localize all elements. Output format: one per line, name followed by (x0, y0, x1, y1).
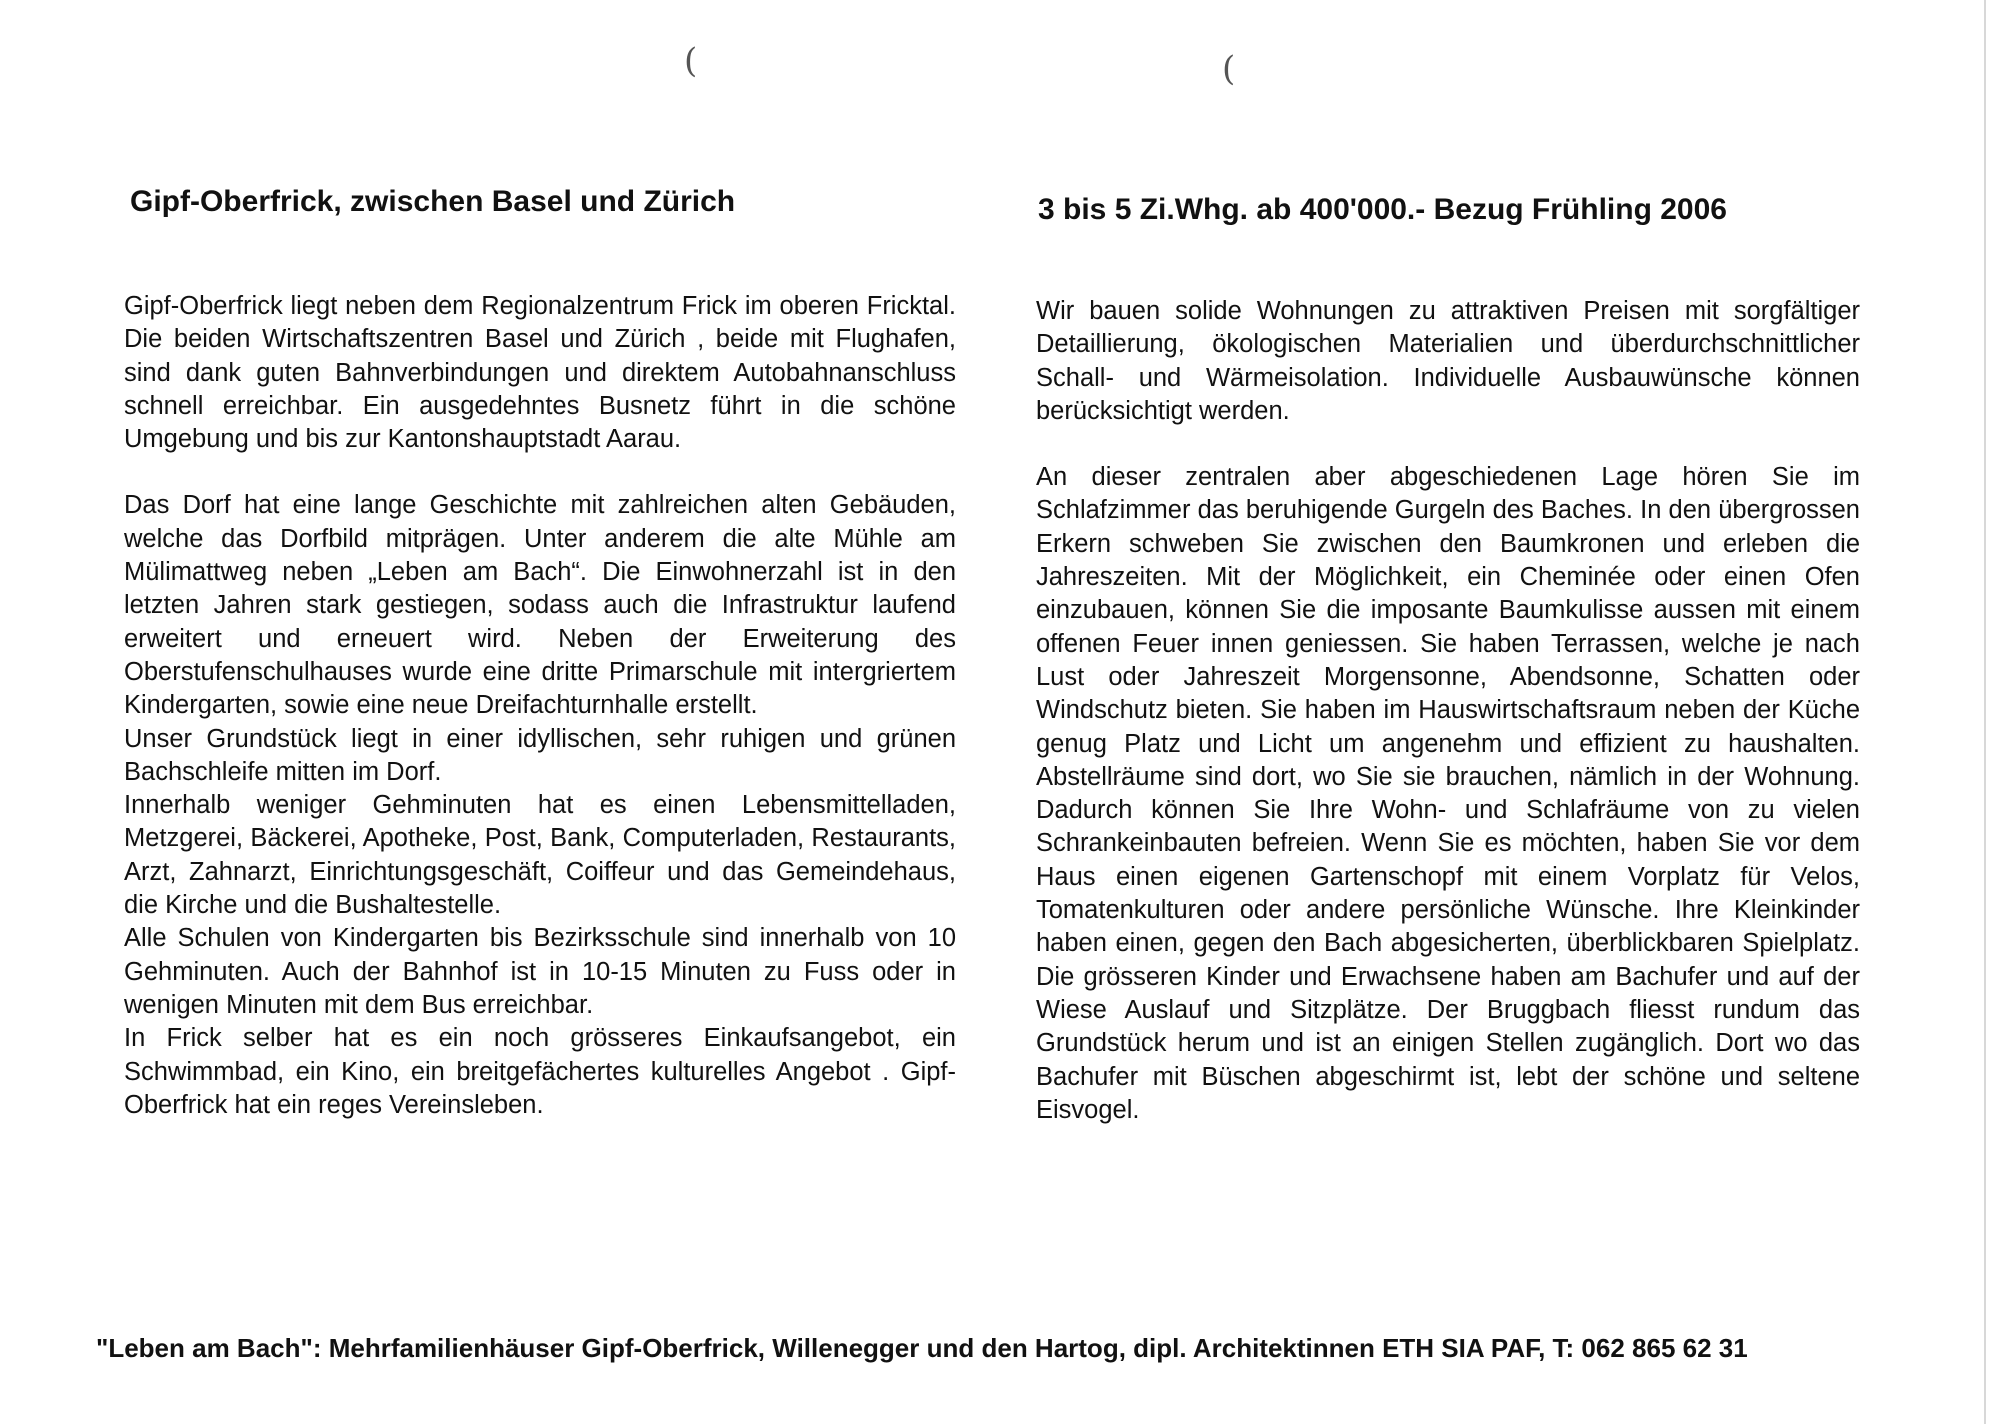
construction-paragraph: Wir bauen solide Wohnungen zu attraktiven Preisen mit sorgfältiger Detaillierung, ökologischen Materialien und überdurchschnittlicher Schall- und Wärmeisolation. Individuelle Ausbauwünsche können berücksichtigt werden. (1036, 297, 1860, 425)
schools-paragraph: Alle Schulen von Kindergarten bis Bezirksschule sind innerhalb von 10 Gehminuten. Auch der Bahnhof ist in 10-15 Minuten zu Fuss oder in wenigen Minuten mit dem Bus erreichbar. (124, 924, 956, 1019)
punch-hole-mark-left: ( (684, 41, 698, 81)
right-text-column (1036, 295, 1860, 1127)
property-location-paragraph: Unser Grundstück liegt in einer idyllischen, sehr ruhigen und grünen Bachschleife mitten im Dorf. (124, 724, 956, 786)
frick-offer-paragraph: In Frick selber hat es ein noch grösseres Einkaufsangebot, ein Schwimmbad, ein Kino, ein breitgefächertes kulturelles Angebot . Gipf-Oberfrick hat ein reges Vereinsleben. (124, 1024, 956, 1119)
left-text-column (124, 290, 956, 1122)
offer-heading: 3 bis 5 Zi.Whg. ab 400'000.- Bezug Frühling 2006 (1038, 193, 1727, 226)
punch-hole-mark-right: ( (1222, 49, 1236, 89)
amenities-paragraph: Innerhalb weniger Gehminuten hat es einen Lebensmittelladen, Metzgerei, Bäckerei, Apotheke, Post, Bank, Computerladen, Restaurants, Arzt, Zahnarzt, Einrichtungsgeschäft, Coiffeur und das Gemeindehaus, die Kirche und die Bushaltestelle. (124, 791, 956, 920)
page-edge-line (1984, 0, 1986, 1424)
footer-contact-line: "Leben am Bach": Mehrfamilienhäuser Gipf-Oberfrick, Willenegger und den Hartog, dipl. Architektinnen ETH SIA PAF, T: 062 865 62 31 (96, 1333, 1748, 1363)
location-heading: Gipf-Oberfrick, zwischen Basel und Zürich (130, 185, 736, 218)
intro-paragraph: Gipf-Oberfrick liegt neben dem Regionalzentrum Frick im oberen Fricktal. Die beiden Wirtschaftszentren Basel und Zürich , beide mit Flughafen, sind dank guten Bahnverbindungen und direktem Autobahnanschluss schnell erreichbar. Ein ausgedehntes Busnetz führt in die schöne Umgebung und bis zur Kantonshauptstadt Aarau. (124, 292, 956, 454)
features-paragraph: An dieser zentralen aber abgeschiedenen Lage hören Sie im Schlafzimmer das beruhigende Gurgeln des Baches. In den übergrossen Erkern schweben Sie zwischen den Baumkronen und erleben die Jahreszeiten. Mit der Möglichkeit, ein Cheminée oder einen Ofen einzubauen, können Sie die imposante Baumkulisse aussen mit einem offenen Feuer innen geniessen. Sie haben Terrassen, welche je nach Lust oder Jahreszeit Morgensonne, Abendsonne, Schatten oder Windschutz bieten. Sie haben im Hauswirtschaftsraum neben der Küche genug Platz und Licht um angenehm und effizient zu haushalten. Abstellräume sind dort, wo Sie sie brauchen, nämlich in der Wohnung. Dadurch können Sie Ihre Wohn- und Schlafräume von zu vielen Schrankeinbauten befreien. Wenn Sie es möchten, haben Sie vor dem Haus einen eigenen Gartenschopf mit einem Vorplatz für Velos, Tomatenkulturen oder andere persönliche Wünsche. Ihre Kleinkinder haben einen, gegen den Bach abgesicherten, überblickbaren Spielplatz. Die grösseren Kinder und Erwachsene haben am Bachufer und auf der Wiese Auslauf und Sitzplätze. Der Bruggbach fliesst rundum das Grundstück herum und ist an einigen Stellen zugänglich. Dort wo das Bachufer mit Büschen abgeschirmt ist, lebt der schöne und seltene Eisvogel. (1036, 463, 1860, 1124)
village-history-paragraph: Das Dorf hat eine lange Geschichte mit zahlreichen alten Gebäuden, welche das Dorfbild mitprägen. Unter anderem die alte Mühle am Mülimattweg neben „Leben am Bach“. Die Einwohnerzahl ist in den letzten Jahren stark gestiegen, sodass auch die Infrastruktur laufend erweitert und erneuert wird. Neben der Erweiterung des Oberstufenschulhauses wurde eine dritte Primarschule mit intergriertem Kindergarten, sowie eine neue Dreifachturnhalle erstellt. (124, 491, 956, 720)
